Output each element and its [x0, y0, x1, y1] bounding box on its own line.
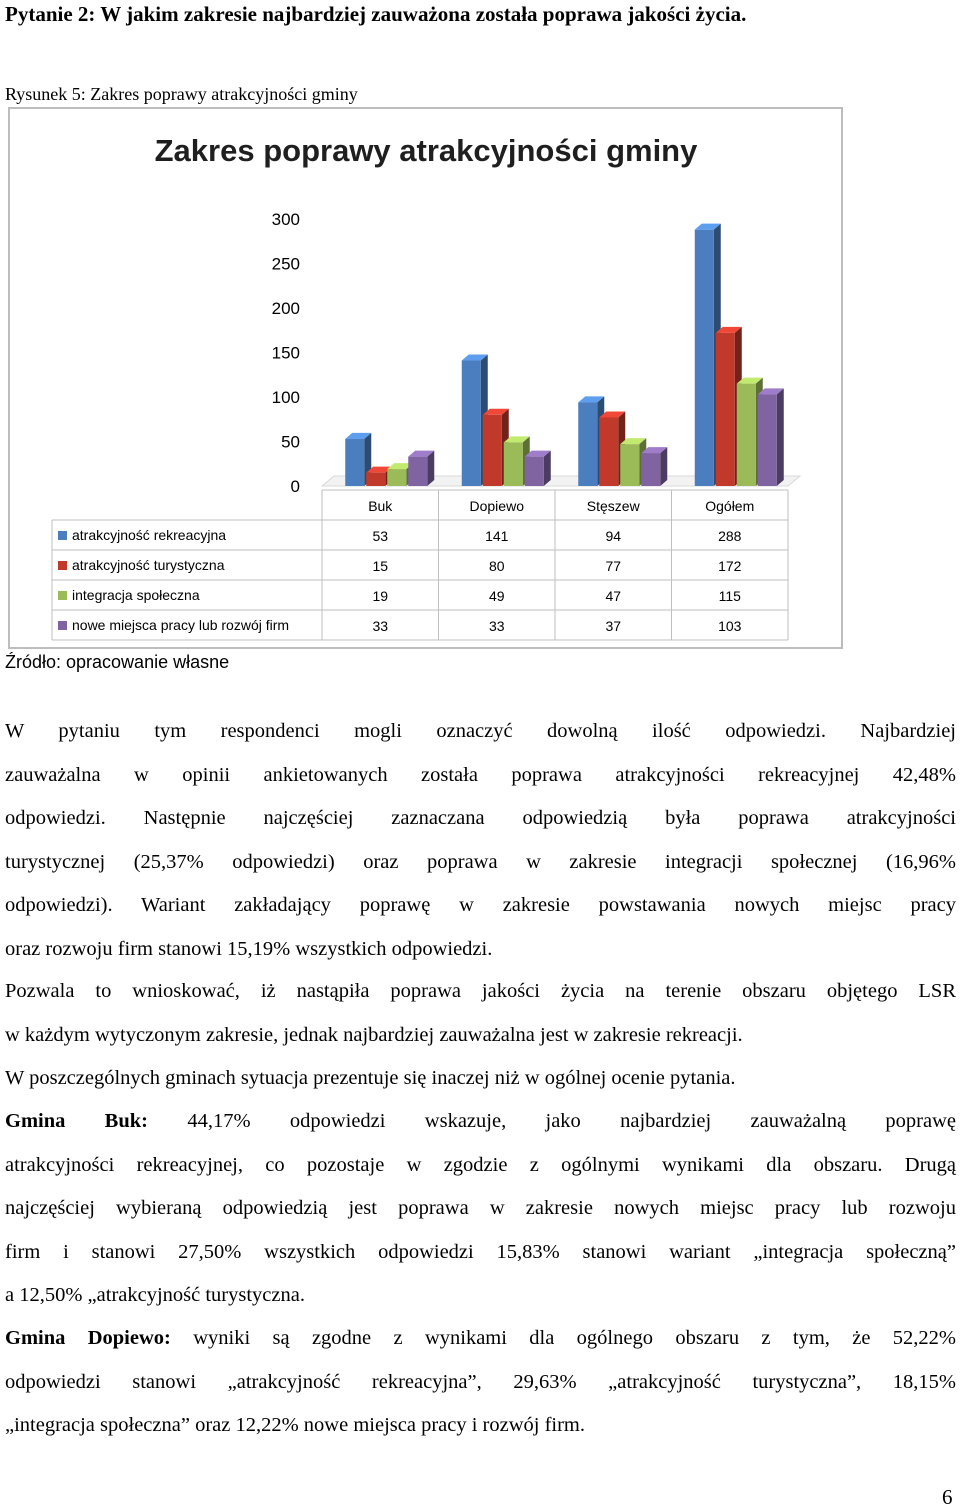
data-label: 37 [605, 618, 622, 634]
bar-side [660, 447, 667, 486]
text-line: oraz rozwoju firm stanowi 15,19% wszystkich odpowiedzi. [5, 937, 493, 960]
text-line: Gmina Dopiewo: wyniki są zgodne z wynikami dla ogólnego obszaru z tym, że 52,22% [5, 1327, 956, 1349]
page-heading: Pytanie 2: W jakim zakresie najbardziej zauważona została poprawa jakości życia. [5, 2, 747, 26]
y-tick-label: 50 [281, 432, 300, 452]
data-label: 172 [718, 558, 742, 574]
legend-label: nowe miejsca pracy lub rozwój firm [72, 617, 290, 633]
legend-swatch [58, 561, 67, 570]
data-label: 33 [488, 618, 505, 634]
bar-chart [10, 109, 845, 651]
data-label: 115 [718, 588, 741, 604]
text-line: turystycznej (25,37% odpowiedzi) oraz poprawa w zakresie integracji społecznej (16,96% [5, 850, 956, 873]
category-label: Dopiewo [469, 498, 524, 514]
y-tick-label: 300 [271, 210, 300, 229]
legend-swatch [58, 621, 67, 630]
legend-label: integracja społeczna [72, 587, 200, 603]
bar-front [408, 457, 427, 486]
source-note: Źródło: opracowanie własne [5, 652, 230, 672]
bar-front [620, 444, 639, 486]
chart-title: Zakres poprawy atrakcyjności gminy [154, 133, 698, 168]
text-line: a 12,50% „atrakcyjność turystyczna. [5, 1284, 305, 1306]
bar-side [777, 388, 784, 486]
legend-swatch [58, 531, 67, 540]
y-tick-label: 250 [271, 254, 300, 274]
bar-front [387, 469, 406, 486]
chart-container [8, 107, 843, 649]
bar-front [599, 417, 618, 486]
text-line: Pozwala to wnioskować, iż nastąpiła poprawa jakości życia na terenie obszaru objętego LSR [5, 980, 956, 1002]
data-label: 103 [718, 618, 742, 634]
text-line: „integracja społeczna” oraz 12,22% nowe miejsca pracy i rozwój firm. [5, 1414, 586, 1436]
legend-swatch [58, 591, 67, 600]
legend-label: atrakcyjność turystyczna [72, 557, 225, 573]
data-label: 53 [372, 528, 389, 544]
bar-front [504, 442, 523, 486]
bar-front [345, 439, 364, 486]
bar-side [544, 451, 551, 486]
text-line: w każdym wytyczonym zakresie, jednak najbardziej zauważalna jest w zakresie rekreacji. [5, 1023, 743, 1046]
bar-front [525, 457, 544, 486]
bar-front [641, 453, 660, 486]
bar [408, 451, 434, 486]
bar-side [427, 451, 434, 486]
data-label: 47 [605, 588, 622, 604]
data-label: 49 [488, 588, 505, 604]
text-line: atrakcyjności rekreacyjnej, co pozostaje w zgodzie z ogólnymi wynikami dla obszaru. Drugą [5, 1153, 956, 1176]
text-line: W poszczególnych gminach sytuacja prezentuje się inaczej niż w ogólnej ocenie pytania. [5, 1067, 736, 1089]
y-tick-label: 0 [290, 477, 300, 496]
text-line: odpowiedzi). Wariant zakładający poprawę w zakresie powstawania nowych miejsc pracy [5, 894, 956, 916]
y-tick-label: 200 [271, 299, 300, 318]
category-label: Ogółem [705, 498, 755, 514]
bar [525, 451, 551, 486]
category-label: Buk [368, 498, 393, 514]
data-label: 33 [372, 618, 389, 634]
text-line: firm i stanowi 27,50% wszystkich odpowiedzi 15,83% stanowi wariant „integracja społeczną” [5, 1240, 956, 1263]
bar-front [716, 333, 735, 486]
text-line: W pytaniu tym respondenci mogli oznaczyć dowolną ilość odpowiedzi. Najbardziej [5, 720, 956, 742]
data-label: 77 [605, 558, 622, 574]
page-number: 6 [942, 1485, 953, 1509]
data-label: 288 [718, 528, 742, 544]
text-line: odpowiedzi stanowi „atrakcyjność rekreacyjna”, 29,63% „atrakcyjność turystyczna”, 18,15% [5, 1370, 956, 1393]
bar-front [758, 394, 777, 486]
text-line: najczęściej wybieraną odpowiedzią jest poprawa w zakresie nowych miejsc pracy lub rozwoju [5, 1197, 956, 1219]
bar [758, 388, 784, 486]
data-label: 94 [605, 528, 622, 544]
bold-lead: Gmina Buk: [5, 1110, 148, 1132]
bar-front [578, 402, 597, 486]
bar-front [483, 415, 502, 486]
bar [641, 447, 667, 486]
bar-front [737, 384, 756, 486]
bar-front [462, 361, 481, 486]
data-label: 141 [485, 528, 509, 544]
text-line: odpowiedzi. Następnie najczęściej zaznaczana odpowiedzią była poprawa atrakcyjności [5, 807, 956, 829]
data-label: 15 [372, 558, 389, 574]
bar-front [366, 473, 385, 486]
text-line: zauważalna w opinii ankietowanych została poprawa atrakcyjności rekreacyjnej 42,48% [5, 763, 956, 786]
legend-label: atrakcyjność rekreacyjna [72, 527, 227, 543]
bar-front [695, 230, 714, 486]
text-line: Gmina Buk: 44,17% odpowiedzi wskazuje, jako najbardziej zauważalną poprawę [5, 1110, 956, 1132]
bold-lead: Gmina Dopiewo: [5, 1327, 171, 1349]
figure-caption: Rysunek 5: Zakres poprawy atrakcyjności gminy [5, 84, 358, 104]
data-label: 80 [488, 558, 505, 574]
data-label: 19 [372, 588, 389, 604]
y-tick-label: 100 [271, 388, 300, 407]
y-tick-label: 150 [271, 343, 300, 363]
category-label: Stęszew [586, 498, 640, 514]
